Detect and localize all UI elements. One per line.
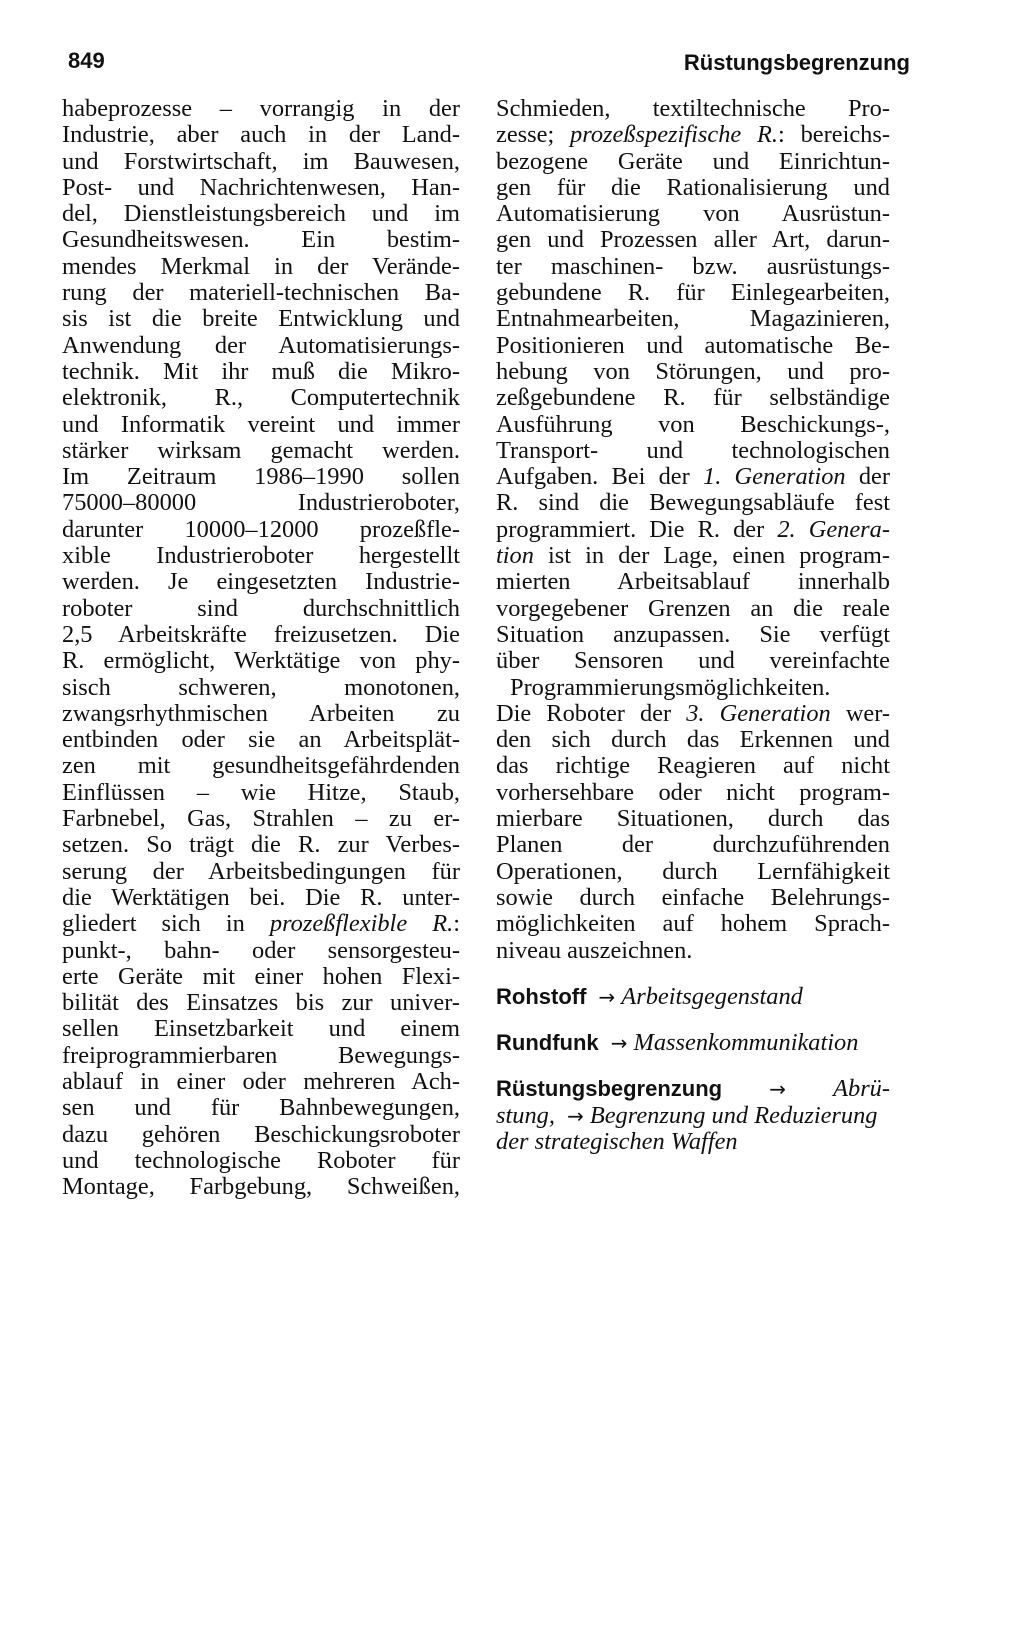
text-line: mierbare Situationen, durch das	[496, 805, 890, 833]
arrow-icon: →	[610, 1031, 628, 1056]
text-line: punkt-, bahn- oder sensorgesteu-	[62, 936, 460, 964]
text-line: R. sind die Bewegungsabläufe fest	[496, 489, 890, 517]
text-line: bilität des Einsatzes bis zur univer-	[62, 989, 460, 1017]
text-line: Transport- und technologischen	[496, 436, 890, 464]
entry-reference: stung,	[496, 1101, 555, 1129]
text-line: Einflüssen – wie Hitze, Staub,	[62, 778, 460, 806]
entry-reference: der strategischen Waffen	[496, 1127, 738, 1155]
text-line: zen mit gesundheitsgefährdenden	[62, 752, 460, 780]
text-line: Industrie, aber auch in der Land-	[62, 121, 460, 149]
text-line: zwangsrhythmischen Arbeiten zu	[62, 699, 460, 727]
text-line: vorhersehbare oder nicht program-	[496, 778, 890, 806]
text-line: werden. Je eingesetzten Industrie-	[62, 568, 460, 596]
text-line: sis ist die breite Entwicklung und	[62, 305, 460, 333]
text-line: Ausführung von Beschickungs-,	[496, 410, 890, 438]
text-line: Programmierungsmöglichkeiten.	[510, 673, 831, 701]
text-line: stärker wirksam gemacht werden.	[62, 436, 460, 464]
text-line: sellen Einsetzbarkeit und einem	[62, 1015, 460, 1043]
text-line: vorgegebener Grenzen an die reale	[496, 594, 890, 622]
text-line	[62, 911, 460, 937]
text-line: das richtige Reagieren auf nicht	[496, 752, 890, 780]
text-line: hebung von Störungen, und pro-	[496, 357, 890, 385]
text-line: 75000–80000 Industrieroboter,	[62, 489, 460, 517]
text-line: sowie durch einfache Belehrungs-	[496, 883, 890, 911]
text-line: gen und Prozessen aller Art, darun-	[496, 226, 890, 254]
text-line: Post- und Nachrichtenwesen, Han-	[62, 173, 460, 201]
text-line: mierten Arbeitsablauf innerhalb	[496, 568, 890, 596]
text-line: elektronik, R., Computertechnik	[62, 384, 460, 412]
entry-reference: Arbeitsgegenstand	[621, 982, 803, 1010]
text-line: bezogene Geräte und Einrichtun-	[496, 147, 890, 175]
text-segment: wer-	[830, 699, 891, 727]
italic-term: prozeßspezifische R.	[570, 121, 779, 149]
text-line: möglichkeiten auf hohem Sprach-	[496, 910, 890, 938]
text-line: serung der Arbeitsbedingungen für	[62, 857, 460, 885]
text-line: R. ermöglicht, Werktätige von phy-	[62, 647, 460, 675]
arrow-icon: →	[567, 1103, 584, 1128]
text-segment: programmiert. Die R. der	[496, 515, 778, 543]
text-line: mendes Merkmal in der Verände-	[62, 252, 460, 280]
text-line: darunter 10000–12000 prozeßfle-	[62, 515, 460, 543]
text-segment: : bereichs-	[778, 121, 890, 149]
text-line: dazu gehören Beschickungsroboter	[62, 1120, 460, 1148]
text-line: Entnahmearbeiten, Magazinieren,	[496, 305, 890, 333]
running-head: Rüstungsbegrenzung	[683, 50, 910, 75]
italic-term: 1. Generation	[703, 463, 846, 491]
text-line: del, Dienstleistungsbereich und im	[62, 200, 460, 228]
text-segment: Aufgaben. Bei der	[496, 463, 703, 491]
left-column	[62, 96, 460, 1200]
text-line: die Werktätigen bei. Die R. unter-	[62, 883, 460, 911]
text-line: gebundene R. für Einlegearbeiten,	[496, 279, 890, 307]
entry-reference: Massenkommunikation	[633, 1029, 859, 1057]
text-line: Planen der durchzuführenden	[496, 831, 890, 859]
text-line: Situation anzupassen. Sie verfügt	[496, 620, 890, 648]
entry-term: Rohstoff	[496, 983, 587, 1009]
entry-ruestungsbegrenzung	[496, 1076, 890, 1155]
text-line: Anwendung der Automatisierungs-	[62, 331, 460, 359]
page-header	[68, 44, 910, 84]
text-line: setzen. So trägt die R. zur Verbes-	[62, 831, 460, 859]
text-line: Gesundheitswesen. Ein bestim-	[62, 226, 460, 254]
page-number: 849	[68, 48, 105, 73]
text-segment: zesse;	[496, 121, 571, 149]
text-segment: gliedert sich in	[62, 910, 270, 938]
text-line	[496, 464, 890, 490]
text-line: technik. Mit ihr muß die Mikro-	[62, 357, 460, 385]
entry-term: Rundfunk	[496, 1030, 599, 1056]
arrow-icon: →	[598, 984, 616, 1009]
text-line: erte Geräte mit einer hohen Flexi-	[62, 962, 460, 990]
italic-term: tion	[496, 542, 534, 570]
text-line: Automatisierung von Ausrüstun-	[496, 200, 890, 228]
dictionary-entries	[496, 984, 890, 1057]
text-line: und technologische Roboter für	[62, 1146, 460, 1174]
italic-term: prozeßflexible R.	[269, 910, 454, 938]
arrow-icon: →	[769, 1077, 786, 1102]
text-line: und Informatik vereint und immer	[62, 410, 460, 438]
dictionary-entry	[496, 1030, 890, 1056]
text-line: zeßgebundene R. für selbständige	[496, 384, 890, 412]
right-column-text	[496, 96, 890, 964]
text-line: den sich durch das Erkennen und	[496, 726, 890, 754]
text-line: xible Industrieroboter hergestellt	[62, 542, 460, 570]
text-line: sen und für Bahnbewegungen,	[62, 1094, 460, 1122]
text-line: Operationen, durch Lernfähigkeit	[496, 857, 890, 885]
text-line: sisch schweren, monotonen,	[62, 673, 460, 701]
text-line: niveau auszeichnen.	[496, 936, 693, 964]
text-line: entbinden oder sie an Arbeitsplät-	[62, 726, 460, 754]
text-segment: der	[845, 463, 891, 491]
text-line: habeprozesse – vorrangig in der	[62, 95, 460, 122]
text-line: ter maschinen- bzw. ausrüstungs-	[496, 252, 890, 280]
text-line: über Sensoren und vereinfachte	[496, 647, 890, 675]
text-line: ablauf in einer oder mehreren Ach-	[62, 1067, 460, 1095]
entry-reference: Abrü-	[833, 1075, 890, 1103]
text-line: rung der materiell-technischen Ba-	[62, 279, 460, 307]
text-line	[496, 543, 890, 569]
right-column	[496, 96, 890, 1155]
text-line	[496, 701, 890, 727]
text-line: Montage, Farbgebung, Schweißen,	[62, 1173, 460, 1201]
entry-reference: Begrenzung und Reduzierung	[589, 1101, 878, 1129]
text-line: Im Zeitraum 1986–1990 sollen	[62, 463, 460, 491]
text-line: gen für die Rationalisierung und	[496, 173, 890, 201]
text-line: Farbnebel, Gas, Strahlen – zu er-	[62, 805, 460, 833]
text-line	[496, 517, 890, 543]
text-line: roboter sind durchschnittlich	[62, 594, 460, 622]
entry-line	[496, 1129, 890, 1155]
text-segment: Die Roboter der	[496, 699, 687, 727]
dictionary-entry	[496, 984, 890, 1010]
entry-line	[496, 1076, 890, 1102]
text-line: 2,5 Arbeitskräfte freizusetzen. Die	[62, 620, 460, 648]
text-line	[496, 122, 890, 148]
entry-term: Rüstungsbegrenzung	[496, 1076, 723, 1102]
text-segment: :	[453, 910, 460, 938]
italic-term: 3. Generation	[686, 699, 831, 727]
italic-term: 2. Genera-	[777, 515, 890, 543]
entry-line	[496, 1103, 890, 1129]
text-line: Schmieden, textiltechnische Pro-	[496, 95, 890, 122]
text-segment: ist in der Lage, einen program-	[533, 542, 890, 570]
text-line: Positionieren und automatische Be-	[496, 331, 890, 359]
text-line: freiprogrammierbaren Bewegungs-	[62, 1041, 460, 1069]
text-line: und Forstwirtschaft, im Bauwesen,	[62, 147, 460, 175]
